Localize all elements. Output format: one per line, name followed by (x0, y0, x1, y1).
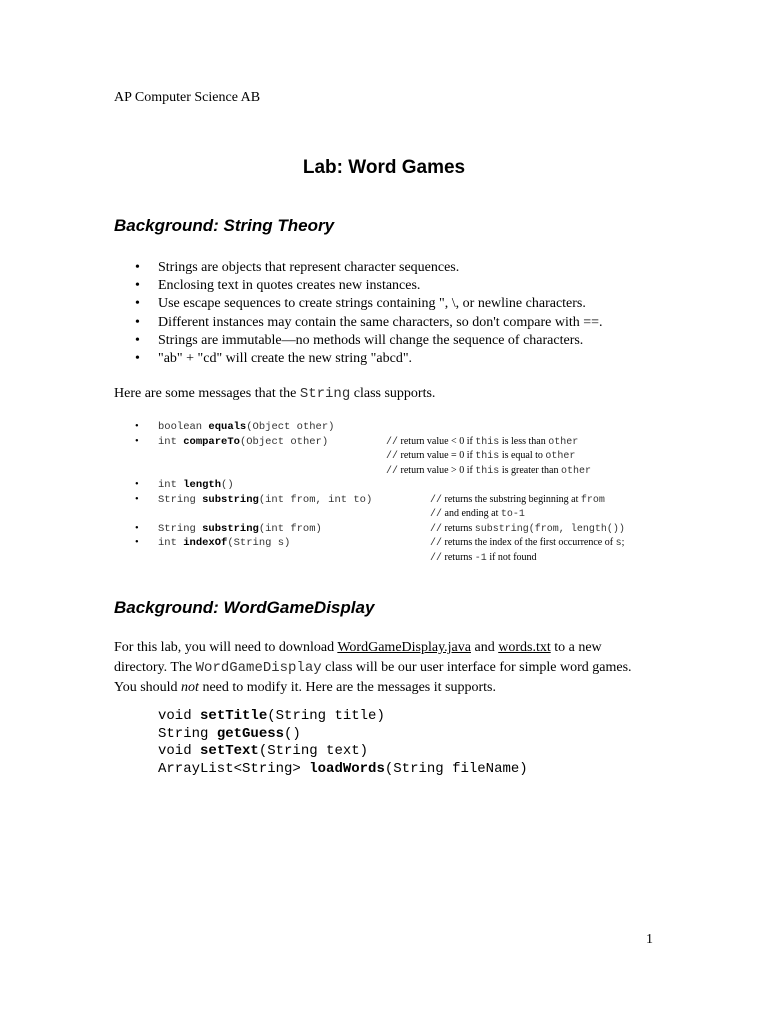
comment-indexof-found (430, 536, 624, 552)
page-title: Lab: Word Games (302, 157, 466, 178)
method-name: substring (202, 493, 259, 506)
method-params: (int from) (258, 522, 322, 535)
comment-code: other (545, 451, 576, 462)
code-line (158, 743, 528, 761)
method-name: equals (208, 421, 247, 433)
method-return-type: String (158, 522, 203, 535)
comment-text: is equal to (499, 450, 546, 461)
comment-code: other (560, 465, 591, 477)
method-return-type: int (158, 479, 184, 491)
comment-text: return value < 0 if (398, 435, 476, 447)
string-messages-intro (114, 386, 435, 402)
comment-substring-begin (430, 493, 605, 509)
method-compareto (114, 435, 372, 450)
comment-compareto-eq (386, 449, 575, 465)
code-method-name: setText (200, 743, 259, 759)
course-name: AP Computer Science AB (114, 90, 261, 105)
list-item: • Different instances may contain the same characters, so don't compare with ==. (114, 314, 603, 332)
comment-code: substring(from, length()) (474, 523, 625, 535)
comment-substring-end (430, 507, 525, 523)
code-line (158, 708, 528, 726)
code-line (158, 761, 528, 779)
comment-code: from (580, 494, 605, 506)
comment-text: ; (621, 537, 625, 548)
comment-text: return value = 0 if (398, 450, 476, 461)
wordgamedisplay-java-link[interactable]: WordGameDisplay.java (337, 640, 471, 655)
comment-slashes: // (430, 552, 443, 564)
code-type: ArrayList<String> (158, 760, 310, 777)
wordgamedisplay-paragraph (114, 638, 654, 698)
paragraph-text: need to modify it. Here are the messages it supports. (198, 680, 496, 695)
comment-code: this (475, 451, 500, 462)
comment-code: other (548, 436, 579, 448)
code-params: (String title) (267, 708, 385, 724)
code-type: String (158, 725, 217, 742)
method-length (114, 478, 372, 493)
comment-text: is greater than (499, 464, 561, 476)
comment-slashes: // (430, 538, 443, 549)
words-txt-link[interactable]: words.txt (498, 640, 551, 655)
page-number: 1 (646, 932, 653, 947)
wordgamedisplay-class-code: WordGameDisplay (195, 660, 322, 676)
method-indexof (114, 536, 372, 551)
method-name: substring (202, 522, 259, 535)
method-return-type: boolean (158, 421, 209, 433)
string-class-code: String (299, 386, 351, 402)
list-item: • Strings are immutable—no methods will change the sequence of characters. (114, 332, 603, 350)
emphasis-not: not (181, 680, 199, 695)
comment-text: return value > 0 if (398, 464, 476, 476)
method-name: indexOf (183, 537, 228, 549)
intro-text: Here are some messages that the (114, 386, 300, 401)
comment-substring-from (430, 522, 625, 538)
code-params: (String text) (258, 743, 369, 759)
paragraph-text: to a new directory. The (114, 640, 602, 675)
section-heading-wordgamedisplay: Background: WordGameDisplay (114, 598, 375, 617)
comment-slashes: // (430, 509, 443, 520)
list-item: • Enclosing text in quotes creates new instances. (114, 277, 603, 295)
code-method-name: loadWords (309, 760, 385, 777)
comment-text: returns the index of the first occurrence of (442, 537, 616, 548)
comment-text: is less than (499, 435, 549, 447)
comment-slashes: // (386, 451, 399, 462)
comment-slashes: // (386, 436, 399, 448)
method-params: (String s) (227, 537, 291, 549)
section-heading-string-theory: Background: String Theory (114, 216, 335, 235)
method-substring-2 (114, 493, 372, 508)
method-params: (Object other) (239, 435, 329, 448)
paragraph-text: class will be our user interface for simple word games. You should (114, 660, 632, 695)
wordgamedisplay-methods-code (158, 708, 528, 778)
method-return-type: String (158, 493, 203, 506)
comment-code: -1 (474, 552, 487, 564)
comment-text: returns (442, 522, 475, 534)
comment-indexof-notfound (430, 551, 537, 567)
method-return-type: int (158, 537, 184, 549)
comment-code: to-1 (500, 509, 525, 520)
string-facts-list (114, 259, 603, 368)
comment-text: and ending at (442, 508, 501, 519)
comment-compareto-gt (386, 464, 591, 480)
code-params: () (284, 725, 301, 742)
intro-text: class supports. (350, 386, 436, 401)
method-params: (Object other) (246, 421, 335, 433)
code-type: void (158, 743, 201, 759)
comment-code: s (615, 538, 622, 549)
method-equals (114, 420, 372, 435)
code-params: (String fileName) (384, 760, 528, 777)
comment-text: if not found (486, 551, 537, 563)
code-method-name: setTitle (200, 708, 268, 724)
comment-text: returns (442, 551, 475, 563)
method-substring-1 (114, 522, 372, 537)
list-item: • Strings are objects that represent character sequences. (114, 259, 603, 277)
comment-slashes: // (430, 523, 443, 535)
paragraph-text: and (471, 640, 499, 655)
comment-slashes: // (386, 465, 399, 477)
string-methods-list (114, 420, 372, 551)
method-name: length (183, 479, 222, 491)
method-return-type: int (158, 435, 184, 448)
list-item: • "ab" + "cd" will create the new string "abcd". (114, 350, 603, 368)
code-method-name: getGuess (216, 725, 285, 742)
paragraph-text: For this lab, you will need to download (114, 640, 338, 655)
comment-code: this (475, 436, 500, 448)
method-params: (int from, int to) (258, 493, 373, 506)
comment-text: returns the substring beginning at (442, 493, 581, 505)
method-params: () (221, 479, 234, 491)
code-type: void (158, 708, 201, 724)
comment-slashes: // (430, 494, 443, 506)
method-name: compareTo (183, 435, 240, 448)
list-item: • Use escape sequences to create strings containing ", \, or newline characters. (114, 295, 603, 313)
comment-code: this (475, 465, 500, 477)
code-line (158, 726, 528, 744)
comment-compareto-lt (386, 435, 578, 451)
